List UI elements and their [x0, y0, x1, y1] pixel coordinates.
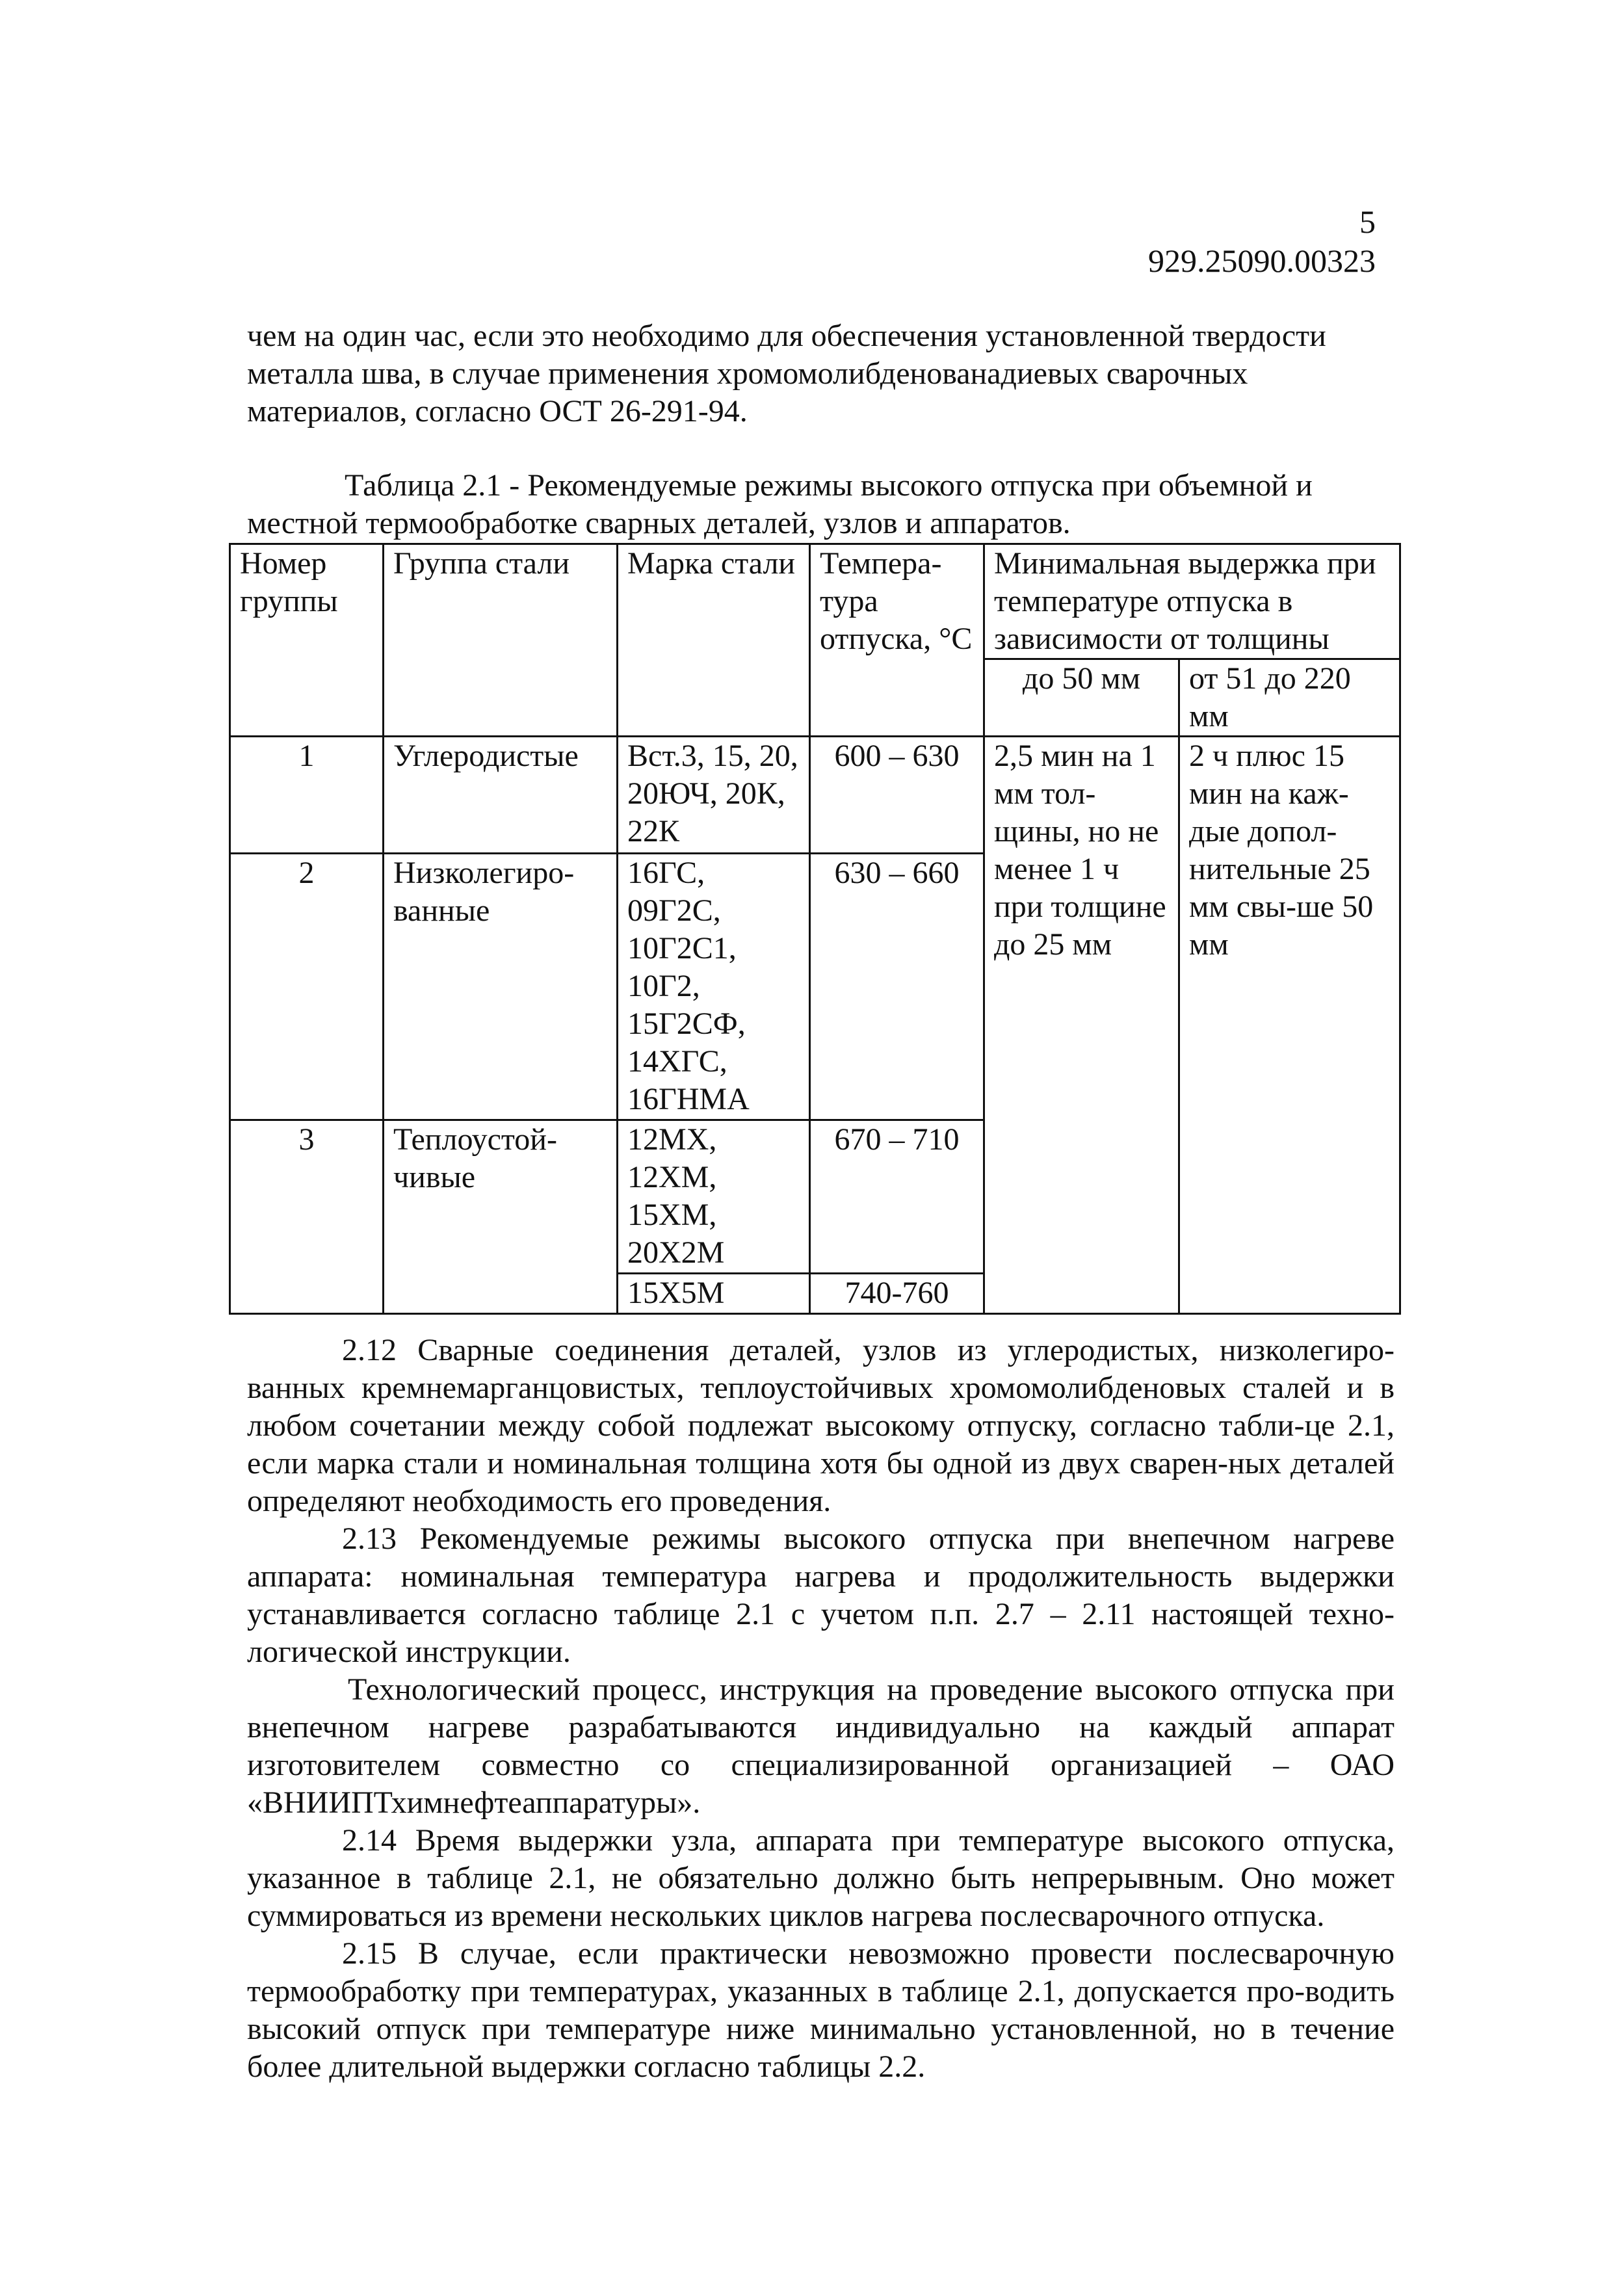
- row-2-number: 2: [230, 854, 384, 1120]
- row-2-group: Низколегиро-ванные: [384, 854, 618, 1120]
- row-3-temperature: 670 – 710: [810, 1120, 984, 1274]
- table-row: [230, 737, 1400, 854]
- row-2-temperature: 630 – 660: [810, 854, 984, 1120]
- header-hold-51-220: от 51 до 220 мм: [1179, 659, 1400, 737]
- continuation-paragraph: чем на один час, если это необходимо для обеспечения установленной твердости металла шва, в случае применения хромомолибденованадиевых сварочных материалов, согласно ОСТ 26-291-94.: [247, 319, 1326, 428]
- paragraph-2-14: 2.14 Время выдержки узла, аппарата при температуре высокого отпуска, указанное в таблице 2.1, не обязательно должно быть непрерывным. Оно может суммироваться из времени нескольких циклов нагрева послесварочного отпуска.: [247, 1823, 1395, 1933]
- table-caption-text: Таблица 2.1 - Рекомендуемые режимы высокого отпуска при объемной и местной термообработке сварных деталей, узлов и аппаратов.: [247, 468, 1313, 540]
- table-caption: [247, 467, 1391, 542]
- header-hold-upto-50: до 50 мм: [984, 659, 1179, 737]
- row-1-grade: Вст.3, 15, 20, 20ЮЧ, 20К, 22К: [618, 737, 810, 854]
- paragraph-2-15: 2.15 В случае, если практически невозможно провести послесварочную термообработку при температурах, указанных в таблице 2.1, допускается про-водить высокий отпуск при температуре ниже минимально установленной, но в течение более длительной выдержки согласно таблицы 2.2.: [247, 1936, 1395, 2084]
- header-hold-time: Минимальная выдержка при температуре отпуска в зависимости от толщины: [984, 544, 1400, 659]
- header-group-number: Номер группы: [230, 544, 384, 737]
- header-temperature: Темпера-тура отпуска, °С: [810, 544, 984, 737]
- row-3-number: 3: [230, 1120, 384, 1314]
- header-steel-grade: Марка стали: [618, 544, 810, 737]
- row-1-number: 1: [230, 737, 384, 854]
- page-number: 5: [1359, 204, 1376, 240]
- paragraph-2-12: 2.12 Сварные соединения деталей, узлов из углеродистых, низколегиро-ванных кремнемарганцовистых, теплоустойчивых хромомолибденовых сталей и в любом сочетании между собой подлежат высокому отпуску, согласно табли-це 2.1, если марка стали и номинальная толщина хотя бы одной из двух сварен-ных деталей определяют необходимость его проведения.: [247, 1333, 1395, 1518]
- hold-upto-50-value: 2,5 мин на 1 мм тол-щины, но не менее 1 ч при толщине до 25 мм: [984, 737, 1179, 1314]
- paragraph-process: Технологический процесс, инструкция на проведение высокого отпуска при внепечном нагреве разрабатываются индивидуально на каждый аппарат изготовителем совместно со специализированной организацией – ОАО «ВНИИПТхимнефтеаппаратуры».: [247, 1672, 1395, 1820]
- document-code: 929.25090.00323: [1148, 243, 1376, 279]
- row-3-group: Теплоустой-чивые: [384, 1120, 618, 1314]
- row-2-grade: 16ГС, 09Г2С, 10Г2С1, 10Г2, 15Г2СФ, 14ХГС, 16ГНМА: [618, 854, 810, 1120]
- row-3b-grade: 15Х5М: [618, 1274, 810, 1314]
- body-text: [247, 1332, 1395, 2086]
- row-3b-temperature: 740-760: [810, 1274, 984, 1314]
- paragraph-2-13: 2.13 Рекомендуемые режимы высокого отпуска при внепечном нагреве аппарата: номинальная температура нагрева и продолжительность выдержки устанавливается согласно таблице 2.1 с учетом п.п. 2.7 – 2.11 настоящей техно-логической инструкции.: [247, 1521, 1395, 1669]
- hold-51-220-value: 2 ч плюс 15 мин на каж-дые допол-нительные 25 мм свы-ше 50 мм: [1179, 737, 1400, 1314]
- tempering-modes-table: [229, 543, 1401, 1315]
- row-1-temperature: 600 – 630: [810, 737, 984, 854]
- row-1-group: Углеродистые: [384, 737, 618, 854]
- row-3-grade: 12МХ, 12ХМ, 15ХМ, 20Х2М: [618, 1120, 810, 1274]
- header-steel-group: Группа стали: [384, 544, 618, 737]
